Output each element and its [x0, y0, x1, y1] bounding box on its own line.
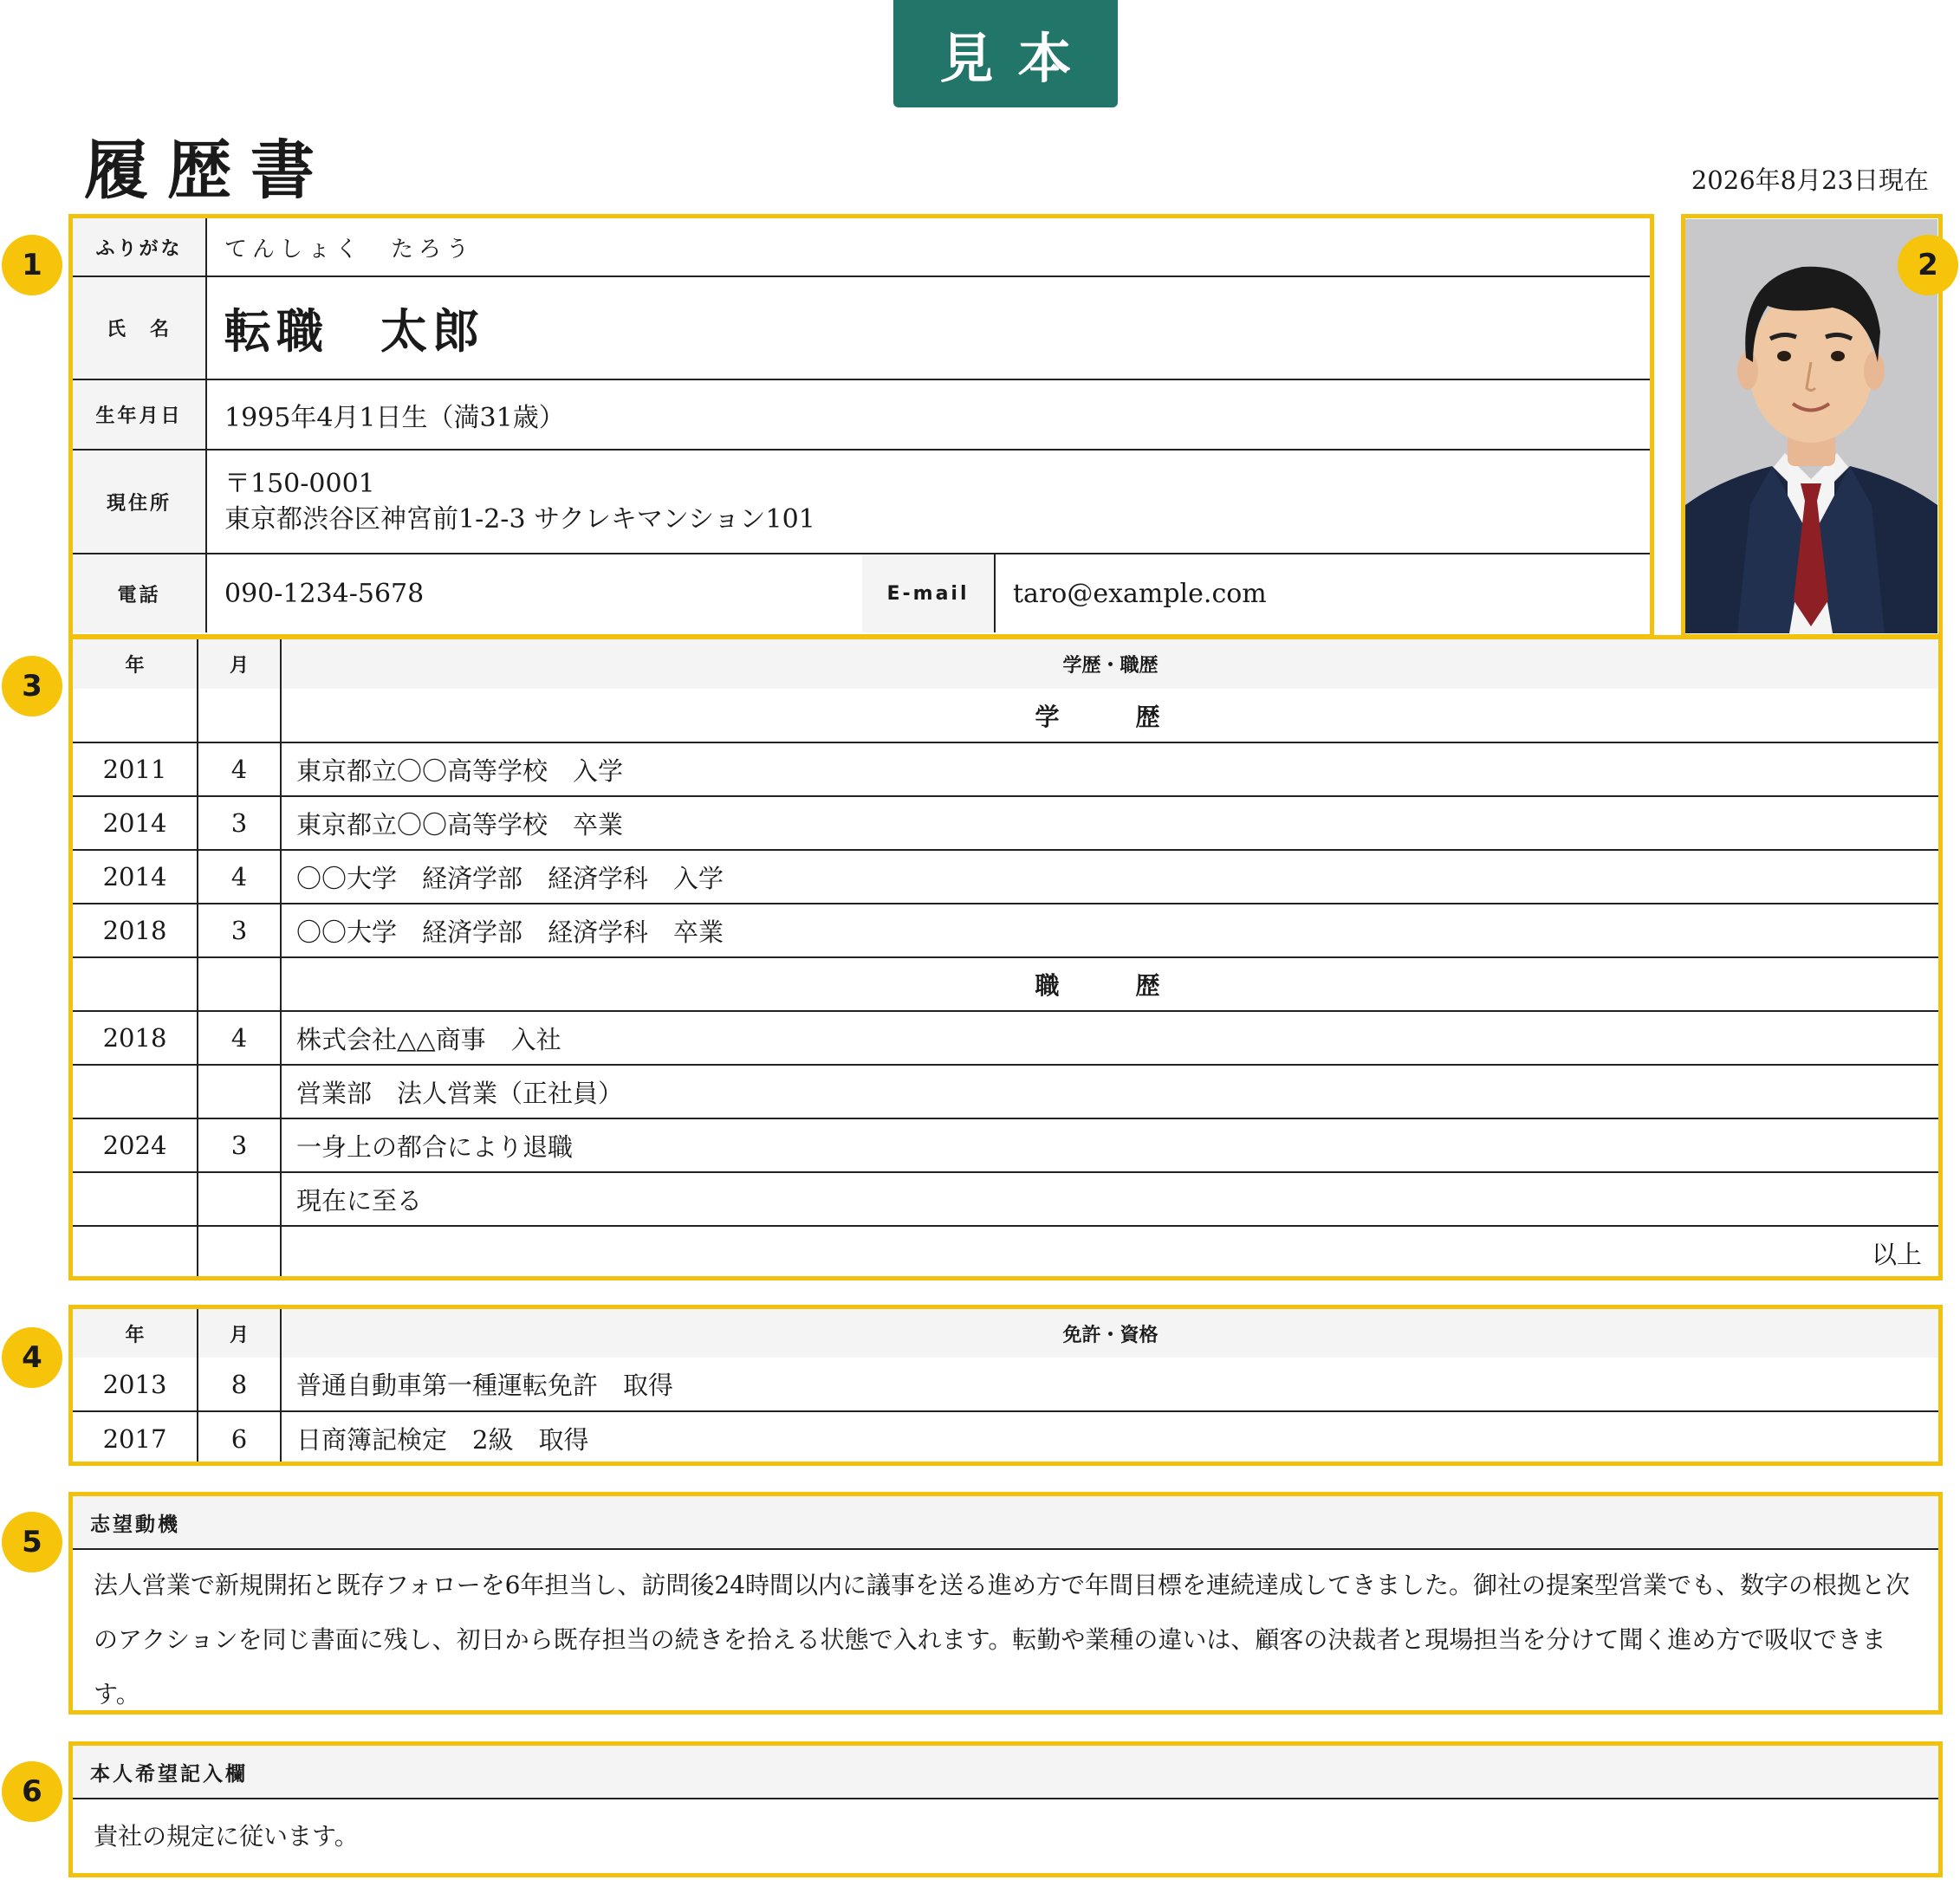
phone-value: 090-1234-5678: [224, 578, 425, 609]
marker-4: 4: [2, 1327, 62, 1388]
sample-badge: 見本: [893, 0, 1118, 107]
month-cell: 4: [198, 1011, 281, 1065]
history-year-header: 年: [73, 639, 198, 689]
year-cell: 2018: [73, 1011, 198, 1065]
requests-text: 貴社の規定に従います。: [94, 1822, 359, 1851]
year-cell: 2024: [73, 1118, 198, 1172]
desc-cell: 日商簿記検定 2級 取得: [296, 1425, 589, 1455]
requests-label: 本人希望記入欄: [73, 1746, 1939, 1799]
year-cell: 2018: [73, 904, 198, 957]
name-value: 転職 太郎: [224, 303, 484, 359]
furigana-label: ふりがな: [73, 218, 207, 276]
desc-cell: 〇〇大学 経済学部 経済学科 入学: [281, 850, 1939, 904]
marker-6: 6: [2, 1761, 62, 1822]
motivation-line: のアクションを同じ書面に残し、初日から既存担当の続きを拾える状態で入れます。転勤や業種の違いは、顧客の決裁者と現場担当を分けて聞く進め方で吸収できま: [94, 1625, 1886, 1654]
desc-cell: 営業部 法人営業（正社員）: [281, 1065, 1939, 1118]
highlight-box-1: [68, 214, 1654, 639]
motivation-line: す。: [94, 1680, 140, 1708]
highlight-box-6: [68, 1741, 1943, 1877]
document-title: 履歴書: [84, 133, 334, 208]
highlight-box-4: [68, 1305, 1943, 1466]
year-cell: 2014: [73, 850, 198, 904]
year-cell: 2017: [73, 1411, 198, 1465]
desc-cell: 〇〇大学 経済学部 経済学科 卒業: [281, 904, 1939, 957]
desc-cell: 学 歴: [281, 689, 1939, 742]
marker-1: 1: [2, 235, 62, 295]
month-cell: 6: [198, 1411, 281, 1465]
year-cell: 2014: [73, 796, 198, 850]
desc-cell: 以上: [1871, 1240, 1922, 1269]
month-cell: 4: [198, 742, 281, 796]
license-desc-header: 免許・資格: [281, 1309, 1939, 1358]
highlight-box-5: [68, 1492, 1943, 1715]
desc-cell: 東京都立〇〇高等学校 卒業: [281, 796, 1939, 850]
month-cell: 3: [198, 904, 281, 957]
postal-code: 〒150-0001: [224, 469, 375, 499]
year-cell: 2011: [73, 742, 198, 796]
history-desc-header: 学歴・職歴: [281, 639, 1939, 689]
desc-cell: 普通自動車第一種運転免許 取得: [281, 1358, 1939, 1411]
month-cell: 4: [198, 850, 281, 904]
motivation-label: 志望動機: [73, 1496, 1939, 1550]
address-label: 現住所: [73, 451, 207, 553]
year-cell: 2013: [73, 1358, 198, 1411]
email-label: E-mail: [862, 554, 996, 632]
desc-cell: 株式会社△△商事 入社: [281, 1011, 1939, 1065]
address-line: 東京都渋谷区神宮前1-2-3 サクレキマンション101: [224, 504, 815, 535]
document-date: 2026年8月23日現在: [1691, 165, 1929, 195]
birth-label: 生年月日: [73, 380, 207, 449]
month-cell: 3: [198, 1118, 281, 1172]
birth-value: 1995年4月1日生（満31歳）: [224, 402, 565, 433]
marker-3: 3: [2, 656, 62, 716]
desc-cell: 一身上の都合により退職: [281, 1118, 1939, 1172]
month-cell: 8: [198, 1358, 281, 1411]
desc-cell: 職 歴: [281, 957, 1939, 1011]
highlight-box-3: [68, 635, 1943, 1280]
license-year-header: 年: [73, 1309, 198, 1358]
license-month-header: 月: [198, 1309, 281, 1358]
email-value: taro@example.com: [1013, 578, 1267, 609]
marker-2: 2: [1898, 235, 1958, 295]
phone-label: 電話: [73, 554, 207, 632]
history-month-header: 月: [198, 639, 281, 689]
name-label: 氏 名: [73, 277, 207, 379]
desc-cell: 現在に至る: [281, 1172, 1939, 1226]
month-cell: 3: [198, 796, 281, 850]
motivation-line: 法人営業で新規開拓と既存フォローを6年担当し、訪問後24時間以内に議事を送る進め方で年間目標を連続達成してきました。御社の提案型営業でも、数字の根拠と次: [94, 1571, 1911, 1599]
furigana-value: てんしょく たろう: [224, 236, 475, 263]
marker-5: 5: [2, 1512, 62, 1572]
desc-cell: 東京都立〇〇高等学校 入学: [281, 742, 1939, 796]
